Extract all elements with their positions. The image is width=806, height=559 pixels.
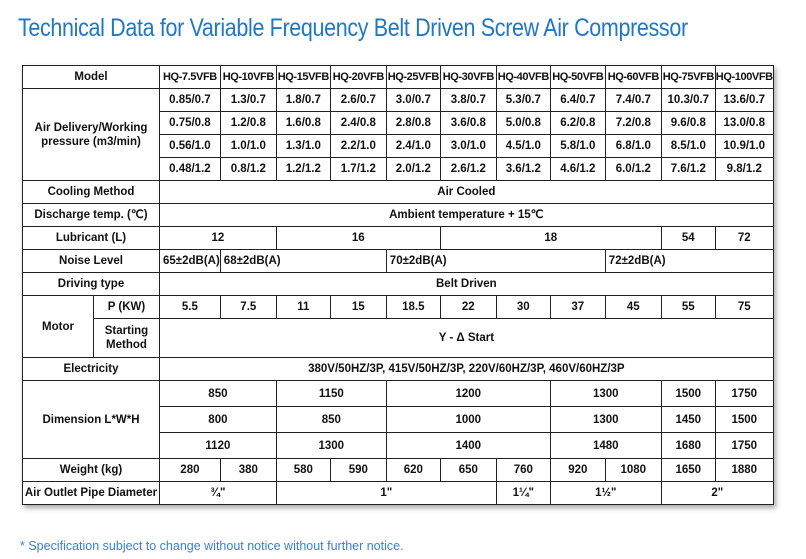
air-delivery-cell: 5.3/0.7 [496, 89, 550, 112]
air-delivery-cell: 0.56/1.0 [160, 135, 221, 158]
weight-cell: 1080 [605, 459, 661, 482]
noise-label: Noise Level [23, 250, 160, 273]
driving-label: Driving type [23, 273, 160, 296]
outlet-value: 1½" [550, 482, 661, 505]
motor-power-cell: 37 [550, 296, 605, 319]
motor-label: Motor [23, 296, 94, 358]
motor-power-label: P (KW) [94, 296, 160, 319]
dimension-cell: 1480 [550, 433, 661, 459]
lubricant-value: 12 [160, 227, 277, 250]
air-delivery-cell: 5.0/0.8 [496, 112, 550, 135]
motor-power-row [23, 296, 774, 319]
model-header: HQ-40VFB [496, 66, 550, 89]
air-delivery-cell: 0.48/1.2 [160, 158, 221, 181]
dimension-cell: 1200 [386, 381, 550, 407]
discharge-row [23, 204, 774, 227]
weight-label: Weight (kg) [23, 459, 160, 482]
dimension-cell: 1150 [276, 381, 386, 407]
outlet-label: Air Outlet Pipe Diameter [23, 482, 160, 505]
weight-cell: 580 [276, 459, 330, 482]
lubricant-label: Lubricant (L) [23, 227, 160, 250]
noise-row [23, 250, 774, 273]
weight-cell: 280 [160, 459, 221, 482]
motor-power-cell: 22 [440, 296, 496, 319]
outlet-value: 2" [661, 482, 773, 505]
discharge-label: Discharge temp. (℃) [23, 204, 160, 227]
motor-power-cell: 18.5 [386, 296, 440, 319]
noise-value: 70±2dB(A) [386, 250, 605, 273]
air-delivery-cell: 6.0/1.2 [605, 158, 661, 181]
air-delivery-cell: 2.6/1.2 [440, 158, 496, 181]
cooling-label: Cooling Method [23, 181, 160, 204]
noise-value: 65±2dB(A) [160, 250, 221, 273]
air-delivery-cell: 0.75/0.8 [160, 112, 221, 135]
dimension-label: Dimension L*W*H [23, 381, 160, 459]
dimension-cell: 1300 [276, 433, 386, 459]
cooling-row [23, 181, 774, 204]
model-header: HQ-10VFB [220, 66, 276, 89]
model-header: HQ-20VFB [330, 66, 386, 89]
air-delivery-cell: 5.8/1.0 [550, 135, 605, 158]
model-label: Model [23, 66, 160, 89]
motor-power-cell: 5.5 [160, 296, 221, 319]
motor-power-cell: 75 [715, 296, 773, 319]
outlet-value: ¾" [160, 482, 277, 505]
air-delivery-cell: 3.0/0.7 [386, 89, 440, 112]
air-delivery-cell: 4.6/1.2 [550, 158, 605, 181]
air-delivery-cell: 13.6/0.7 [715, 89, 773, 112]
motor-power-cell: 7.5 [220, 296, 276, 319]
dimension-cell: 1450 [661, 407, 715, 433]
lubricant-value: 72 [715, 227, 773, 250]
lubricant-value: 16 [276, 227, 440, 250]
motor-power-cell: 55 [661, 296, 715, 319]
air-delivery-cell: 0.8/1.2 [220, 158, 276, 181]
air-delivery-cell: 3.8/0.7 [440, 89, 496, 112]
model-header: HQ-25VFB [386, 66, 440, 89]
air-delivery-cell: 1.3/0.7 [220, 89, 276, 112]
spec-table-body [23, 66, 774, 505]
model-header: HQ-60VFB [605, 66, 661, 89]
air-delivery-cell: 1.7/1.2 [330, 158, 386, 181]
air-delivery-cell: 6.4/0.7 [550, 89, 605, 112]
model-header: HQ-50VFB [550, 66, 605, 89]
model-header: HQ-15VFB [276, 66, 330, 89]
air-delivery-cell: 2.4/0.8 [330, 112, 386, 135]
dimension-cell: 1300 [550, 407, 661, 433]
dimension-cell: 1680 [661, 433, 715, 459]
model-header: HQ-30VFB [440, 66, 496, 89]
motor-power-cell: 45 [605, 296, 661, 319]
model-header: HQ-7.5VFB [160, 66, 221, 89]
air-delivery-cell: 1.3/1.0 [276, 135, 330, 158]
header-row [23, 66, 774, 89]
motor-power-cell: 15 [330, 296, 386, 319]
weight-cell: 590 [330, 459, 386, 482]
air-delivery-cell: 2.6/0.7 [330, 89, 386, 112]
air-delivery-cell: 9.6/0.8 [661, 112, 715, 135]
air-delivery-cell: 4.5/1.0 [496, 135, 550, 158]
air-delivery-cell: 3.0/1.0 [440, 135, 496, 158]
cooling-value: Air Cooled [160, 181, 774, 204]
dimension-row [23, 381, 774, 407]
electricity-value: 380V/50HZ/3P, 415V/50HZ/3P, 220V/60HZ/3P, 460V/60HZ/3P [160, 358, 774, 381]
air-delivery-cell: 2.2/1.0 [330, 135, 386, 158]
air-delivery-cell: 1.2/0.8 [220, 112, 276, 135]
weight-cell: 920 [550, 459, 605, 482]
air-delivery-cell: 3.6/0.8 [440, 112, 496, 135]
lubricant-value: 54 [661, 227, 715, 250]
air-delivery-cell: 1.0/1.0 [220, 135, 276, 158]
motor-starting-label: Starting Method [94, 319, 160, 358]
air-delivery-cell: 6.8/1.0 [605, 135, 661, 158]
weight-cell: 380 [220, 459, 276, 482]
weight-row [23, 459, 774, 482]
air-delivery-cell: 7.4/0.7 [605, 89, 661, 112]
lubricant-value: 18 [440, 227, 661, 250]
motor-starting-value: Y - Δ Start [160, 319, 774, 358]
noise-value: 72±2dB(A) [605, 250, 773, 273]
outlet-value: 1" [276, 482, 496, 505]
dimension-cell: 1000 [386, 407, 550, 433]
dimension-cell: 1300 [550, 381, 661, 407]
air-delivery-cell: 10.9/1.0 [715, 135, 773, 158]
dimension-cell: 1750 [715, 433, 773, 459]
air-delivery-cell: 2.8/0.8 [386, 112, 440, 135]
dimension-cell: 1120 [160, 433, 277, 459]
air-delivery-cell: 6.2/0.8 [550, 112, 605, 135]
air-delivery-cell: 7.6/1.2 [661, 158, 715, 181]
dimension-cell: 1500 [715, 407, 773, 433]
weight-cell: 620 [386, 459, 440, 482]
motor-starting-row [23, 319, 774, 358]
electricity-label: Electricity [23, 358, 160, 381]
air-delivery-cell: 8.5/1.0 [661, 135, 715, 158]
driving-row [23, 273, 774, 296]
model-header: HQ-75VFB [661, 66, 715, 89]
air-delivery-cell: 0.85/0.7 [160, 89, 221, 112]
spec-table [22, 65, 774, 505]
air-delivery-cell: 1.2/1.2 [276, 158, 330, 181]
air-delivery-cell: 10.3/0.7 [661, 89, 715, 112]
noise-value: 68±2dB(A) [220, 250, 386, 273]
air-delivery-cell: 7.2/0.8 [605, 112, 661, 135]
weight-cell: 1880 [715, 459, 773, 482]
motor-power-cell: 30 [496, 296, 550, 319]
weight-cell: 650 [440, 459, 496, 482]
lubricant-row [23, 227, 774, 250]
dimension-cell: 850 [276, 407, 386, 433]
air-delivery-cell: 2.4/1.0 [386, 135, 440, 158]
footnote: * Specification subject to change without notice without further notice. [20, 539, 404, 553]
air-delivery-cell: 1.6/0.8 [276, 112, 330, 135]
air-delivery-cell: 9.8/1.2 [715, 158, 773, 181]
air-delivery-cell: 2.0/1.2 [386, 158, 440, 181]
air-delivery-cell: 3.6/1.2 [496, 158, 550, 181]
weight-cell: 760 [496, 459, 550, 482]
dimension-cell: 1750 [715, 381, 773, 407]
air-delivery-cell: 13.0/0.8 [715, 112, 773, 135]
driving-value: Belt Driven [160, 273, 774, 296]
outlet-row [23, 482, 774, 505]
weight-cell: 1650 [661, 459, 715, 482]
discharge-value: Ambient temperature + 15℃ [160, 204, 774, 227]
model-header: HQ-100VFB [715, 66, 773, 89]
outlet-value: 1¼" [496, 482, 550, 505]
dimension-cell: 800 [160, 407, 277, 433]
page-title: Technical Data for Variable Frequency Belt Driven Screw Air Compressor [18, 14, 688, 42]
air-delivery-label: Air Delivery/Working pressure (m3/min) [23, 89, 160, 181]
dimension-cell: 850 [160, 381, 277, 407]
electricity-row [23, 358, 774, 381]
dimension-cell: 1400 [386, 433, 550, 459]
dimension-cell: 1500 [661, 381, 715, 407]
air-delivery-cell: 1.8/0.7 [276, 89, 330, 112]
air-delivery-row [23, 89, 774, 112]
motor-power-cell: 11 [276, 296, 330, 319]
